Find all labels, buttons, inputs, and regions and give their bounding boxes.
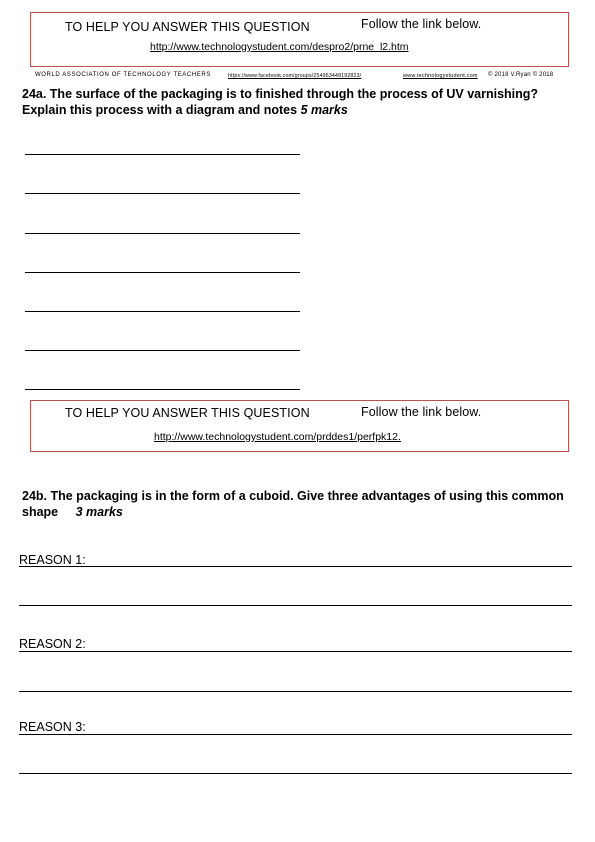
reason-2-label: REASON 2: — [19, 637, 86, 651]
help-prompt: TO HELP YOU ANSWER THIS QUESTION — [65, 406, 310, 420]
reason-3-extra-line[interactable] — [19, 773, 572, 774]
footer-copyright: © 2018 V.Ryan © 2018 — [488, 72, 554, 78]
reason-2-line[interactable] — [19, 651, 572, 652]
answer-line[interactable] — [25, 350, 300, 351]
question-24b-marks: 3 marks — [75, 505, 123, 519]
reason-1-extra-line[interactable] — [19, 605, 572, 606]
answer-line[interactable] — [25, 193, 300, 194]
help-link[interactable]: http://www.technologystudent.com/prddes1/perfpk12. — [154, 431, 401, 443]
question-24a-marks: 5 marks — [300, 103, 348, 117]
reason-3-label: REASON 3: — [19, 720, 86, 734]
question-24b-text: 24b. The packaging is in the form of a cuboid. Give three advantages of using this common shape — [22, 489, 564, 519]
footer-org: WORLD ASSOCIATION OF TECHNOLOGY TEACHERS — [35, 72, 211, 78]
help-box-1 — [30, 12, 569, 67]
answer-line[interactable] — [25, 154, 300, 155]
question-24a-text: 24a. The surface of the packaging is to finished through the process of UV varnishing? Explain this process with a diagram and notes — [22, 87, 539, 117]
reason-1-line[interactable] — [19, 566, 572, 567]
help-follow-text: Follow the link below. — [361, 17, 482, 31]
answer-line[interactable] — [25, 272, 300, 273]
reason-3-line[interactable] — [19, 734, 572, 735]
help-prompt: TO HELP YOU ANSWER THIS QUESTION — [65, 20, 310, 34]
help-follow-text: Follow the link below. — [361, 405, 482, 419]
footer-facebook-link[interactable]: https://www.facebook.com/groups/254963448192823/ — [228, 73, 362, 79]
answer-line[interactable] — [25, 233, 300, 234]
answer-line[interactable] — [25, 311, 300, 312]
help-link[interactable]: http://www.technologystudent.com/despro2/prne l2.htm — [150, 41, 409, 53]
help-box-2 — [30, 400, 569, 452]
reason-1-label: REASON 1: — [19, 553, 86, 567]
reason-2-extra-line[interactable] — [19, 691, 572, 692]
answer-line[interactable] — [25, 389, 300, 390]
question-24a — [22, 86, 542, 118]
question-24b — [22, 488, 570, 520]
footer-site-link[interactable]: www.technologystudent.com — [403, 73, 478, 79]
